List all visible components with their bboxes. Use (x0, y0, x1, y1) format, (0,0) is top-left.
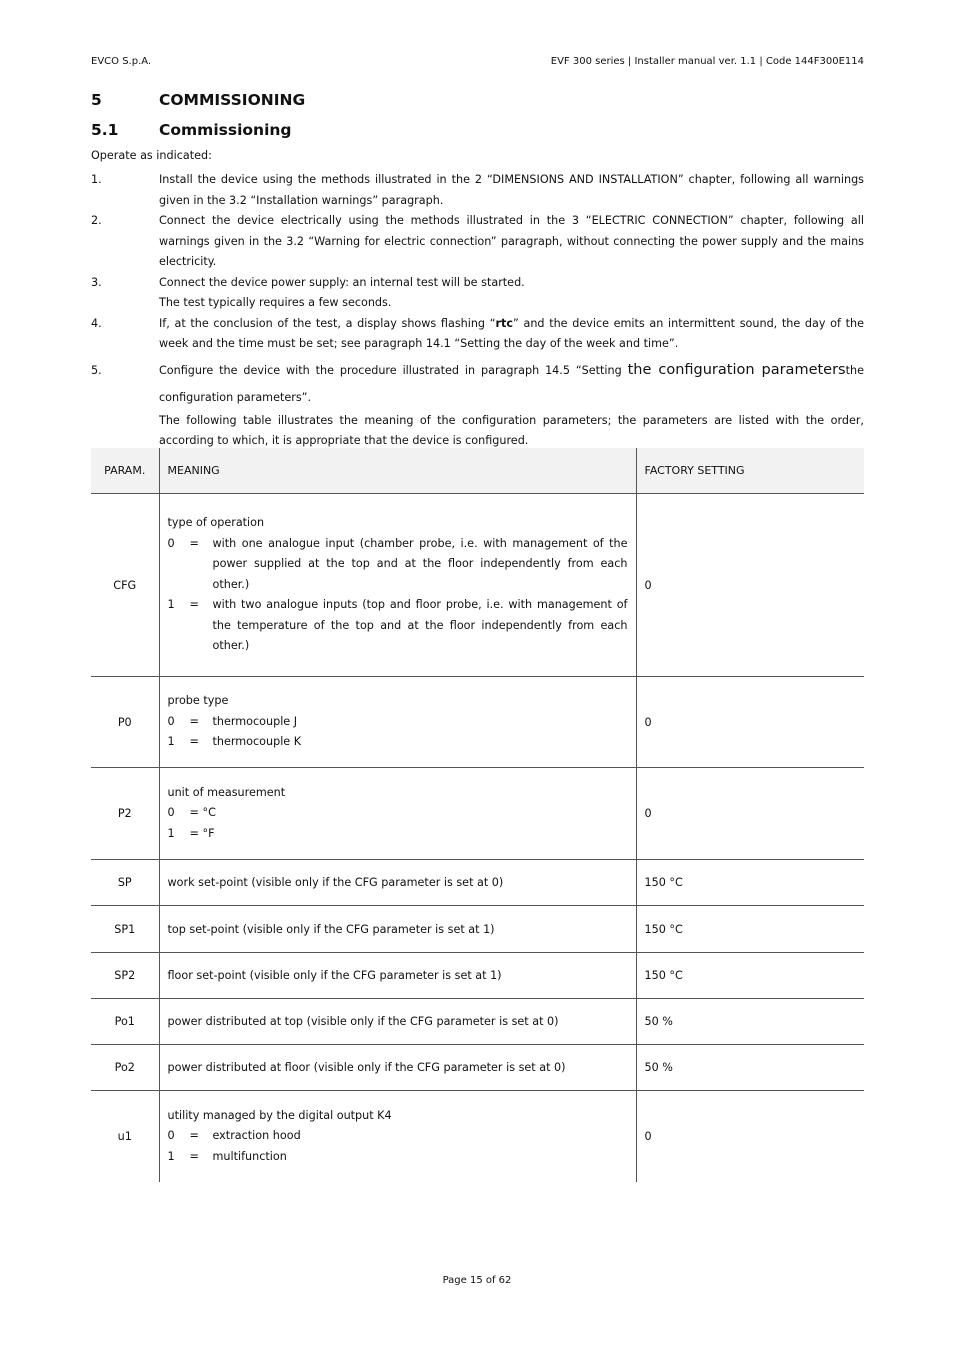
option-text: with two analogue inputs (top and floor probe, i.e. with management of the temperature of the top and at the floor independently from each other.) (212, 598, 628, 653)
factory-cell: 50 % (636, 999, 864, 1045)
factory-cell: 150 °C (636, 953, 864, 999)
meaning-cell (159, 494, 636, 677)
param-cell: Po2 (91, 1045, 159, 1091)
option-text: multifunction (212, 1149, 287, 1163)
list-item (91, 170, 864, 211)
param-cell: u1 (91, 1091, 159, 1182)
option-key: 0 (167, 806, 175, 820)
step-text-post: the configuration parameters”. (159, 363, 864, 404)
option-item (168, 824, 628, 845)
option-key: 1 (167, 826, 175, 840)
factory-cell: 0 (636, 768, 864, 860)
step-text: Connect the device electrically using the methods illustrated in the 3 “ELECTRIC CONNECTION” chapter, following all warnings given in the 3.2 “Warning for electric connection” paragraph, without connecting the power supply and the mains electricity. (159, 214, 864, 268)
option-item (168, 732, 628, 753)
rtc-label: rtc (495, 316, 514, 330)
meaning-cell (159, 1091, 636, 1182)
option-key: 0 (167, 714, 175, 728)
intro-text: Operate as indicated: (91, 149, 212, 162)
steps-list (91, 170, 864, 452)
option-equals: = (189, 714, 199, 728)
column-header-factory: FACTORY SETTING (636, 448, 864, 494)
table-row (91, 999, 864, 1045)
configuration-parameters-table (91, 448, 864, 1182)
option-equals: = (189, 826, 199, 840)
step-text-post: ” and the device emits an intermittent sound, the day of the week and the time must be set; see paragraph 14.1 “Setting the day of the week and time”. (159, 316, 864, 350)
meaning-cell (159, 677, 636, 768)
column-header-meaning: MEANING (159, 448, 636, 494)
step-text-pre: Configure the device with the procedure illustrated in paragraph 14.5 “Setting (159, 363, 628, 377)
option-key: 0 (167, 536, 175, 550)
option-equals: = (189, 598, 199, 612)
meaning-cell: power distributed at floor (visible only if the CFG parameter is set at 0) (159, 1045, 636, 1091)
table-row (91, 1045, 864, 1091)
step-note: The test typically requires a few seconds. (159, 296, 392, 309)
param-cell: P2 (91, 768, 159, 860)
step-number: 1. (91, 173, 102, 186)
header-document-info: EVF 300 series | Installer manual ver. 1.1 | Code 144F300E114 (550, 56, 864, 67)
column-header-param: PARAM. (91, 448, 159, 494)
option-equals: = (189, 735, 199, 749)
option-equals: = (189, 536, 199, 550)
param-cell: SP1 (91, 906, 159, 953)
header-company: EVCO S.p.A. (91, 56, 152, 67)
step-number: 3. (91, 275, 102, 289)
option-equals: = (189, 806, 199, 820)
option-text: °C (202, 806, 216, 820)
option-text: with one analogue input (chamber probe, i.e. with management of the power supplied at the top and at the floor independently from each other.) (212, 536, 628, 591)
factory-cell: 0 (636, 494, 864, 677)
option-item (168, 803, 628, 824)
subsection-heading (91, 121, 292, 139)
table-header-row (91, 448, 864, 494)
table-row (91, 860, 864, 906)
param-cell: SP (91, 860, 159, 906)
step-note: The following table illustrates the meaning of the configuration parameters; the parameters are listed with the order, according to which, it is appropriate that the device is configured. (159, 413, 864, 447)
list-item (91, 314, 864, 355)
step-number: 5. (91, 363, 102, 377)
meaning-text: unit of measurement (167, 785, 286, 799)
factory-cell: 0 (636, 677, 864, 768)
option-equals: = (189, 1149, 199, 1163)
table-row (91, 1091, 864, 1182)
table-row (91, 953, 864, 999)
step-text-large: the configuration parameters (627, 361, 846, 378)
option-key: 1 (167, 598, 175, 612)
factory-cell: 150 °C (636, 860, 864, 906)
meaning-text: utility managed by the digital output K4 (167, 1108, 392, 1122)
step-number: 4. (91, 316, 102, 330)
option-key: 0 (167, 1129, 175, 1142)
meaning-text: type of operation (167, 516, 265, 530)
option-text: thermocouple K (212, 735, 302, 749)
option-key: 1 (167, 735, 175, 749)
step-text: Connect the device power supply: an internal test will be started. (159, 275, 525, 289)
page-number: Page 15 of 62 (442, 1275, 512, 1286)
table-row (91, 768, 864, 860)
section-heading (91, 91, 305, 109)
step-number: 2. (91, 214, 102, 227)
meaning-cell: floor set-point (visible only if the CFG parameter is set at 1) (159, 953, 636, 999)
meaning-cell: work set-point (visible only if the CFG parameter is set at 0) (159, 860, 636, 906)
step-text-pre: If, at the conclusion of the test, a display shows flashing “ (159, 316, 496, 330)
step-text (159, 357, 864, 411)
meaning-cell: top set-point (visible only if the CFG parameter is set at 1) (159, 906, 636, 953)
option-item (168, 1147, 628, 1168)
option-equals: = (189, 1129, 199, 1142)
list-item (91, 357, 864, 452)
subsection-title: Commissioning (159, 121, 292, 139)
meaning-cell: power distributed at top (visible only if the CFG parameter is set at 0) (159, 999, 636, 1045)
subsection-number: 5.1 (91, 121, 119, 139)
list-item (91, 273, 864, 314)
step-text (159, 314, 864, 355)
param-cell: SP2 (91, 953, 159, 999)
table-row (91, 906, 864, 953)
option-item (168, 534, 628, 596)
option-item (168, 712, 628, 733)
option-item (168, 595, 628, 657)
section-title: COMMISSIONING (159, 91, 306, 109)
param-cell: Po1 (91, 999, 159, 1045)
table-row (91, 494, 864, 677)
option-text: thermocouple J (212, 714, 298, 728)
option-item (168, 1126, 628, 1147)
step-text: Install the device using the methods illustrated in the 2 “DIMENSIONS AND INSTALLATION” chapter, following all warnings given in the 3.2 “Installation warnings” paragraph. (159, 173, 864, 207)
factory-cell: 0 (636, 1091, 864, 1182)
meaning-text: probe type (167, 694, 229, 708)
param-cell: CFG (91, 494, 159, 677)
option-key: 1 (167, 1149, 175, 1163)
list-item (91, 211, 864, 273)
meaning-cell (159, 768, 636, 860)
table-row (91, 677, 864, 768)
section-number: 5 (91, 91, 102, 109)
factory-cell: 50 % (636, 1045, 864, 1091)
factory-cell: 150 °C (636, 906, 864, 953)
param-cell: P0 (91, 677, 159, 768)
option-text: °F (202, 826, 215, 840)
option-text: extraction hood (212, 1129, 301, 1142)
